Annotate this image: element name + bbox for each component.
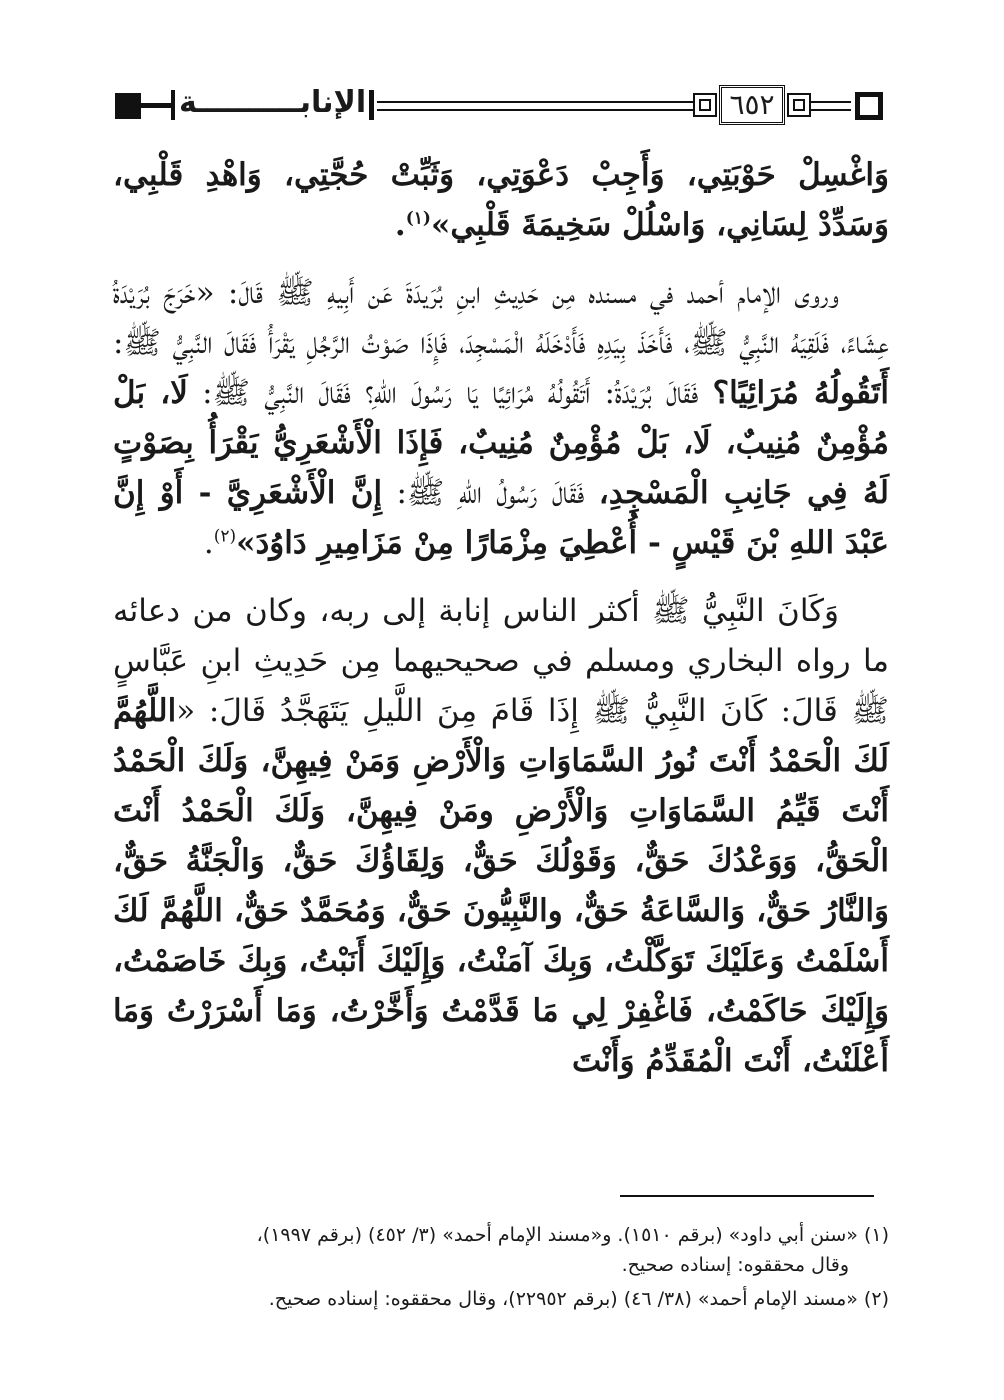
footnote-text: (١) «سنن أبي داود» (برقم ١٥١٠). و«مسند الإمام أحمد» (٣/ ٤٥٢) (برقم ١٩٩٧)،	[256, 1224, 889, 1246]
ornament-line	[141, 103, 171, 108]
ornament-end-left	[115, 93, 141, 119]
page-number: ٦٥٢	[719, 85, 785, 125]
ornament-knot	[787, 93, 811, 117]
ornament-line	[811, 101, 851, 103]
footnote-text: (٢) «مسند الإمام أحمد» (٣٨/ ٤٦) (برقم ٢٢٩٥٢)، وقال محققوه: إسناده صحيح.	[268, 1288, 889, 1310]
footnote-2	[113, 1284, 889, 1314]
narration-text: فَقَالَ بُرَيْدَةُ: أَتَقُولُهُ مُرَائِيًا يَا رَسُولَ اللهِ؟ فَقَالَ النَّبِيُّ ﷺ:	[202, 375, 699, 411]
paragraph-1	[113, 150, 889, 250]
hadith-text: أَتَقُولُهُ مُرَائِيًا؟	[712, 375, 889, 411]
footnotes	[113, 1220, 889, 1318]
ornament-line	[811, 109, 851, 111]
ornament-bar	[369, 90, 374, 120]
footnote-1	[113, 1220, 889, 1280]
main-text	[113, 150, 889, 1104]
footnote-separator	[620, 1195, 874, 1197]
narration-text: فَقَالَ رَسُولُ اللهِ ﷺ:	[396, 475, 585, 511]
running-title: الإنابــــــــــة	[175, 83, 370, 123]
footnote-text: وقال محققوه: إسناده صحيح.	[621, 1254, 849, 1276]
hadith-text: لَا، بَلْ مُؤْمِنٌ مُنِيبٌ، لَا، بَلْ مُؤْمِنٌ مُنِيبٌ، فَإِذَا الْأَشْعَرِيُّ يَقْرَأُ بِصَوْتٍ لَهُ فِي جَانِبِ الْمَسْجِدِ،	[113, 375, 890, 511]
ornament-end-right	[855, 92, 883, 120]
hadith-text: إِنَّ الْأَشْعَرِيَّ - أَوْ إِنَّ عَبْدَ اللهِ بْنَ قَيْسٍ - أُعْطِيَ مِزْمَارًا مِنْ مَزَامِيرِ دَاوُدَ»	[113, 475, 889, 561]
footnote-ref-2[interactable]: (٢)	[213, 526, 237, 547]
ornament-line	[377, 101, 693, 103]
paragraph-2	[113, 268, 889, 568]
paragraph-3	[113, 586, 889, 1086]
narration-text: وَكَانَ النَّبِيُّ ﷺ أكثر الناس إنابة إلى ربه، وكان من دعائه ما رواه البخاري ومسلم في صحيحيهما مِن حَدِيثِ ابنِ عَبَّاسٍ ﷺ قَالَ: كَانَ النَّبِيُّ ﷺ إِذَا قَامَ مِنَ اللَّيلِ يَتَهَجَّدُ قَالَ: «	[113, 593, 889, 729]
hadith-text: اللَّهُمَّ لَكَ الْحَمْدُ أَنْتَ نُورُ السَّمَاوَاتِ وَالْأَرْضِ وَمَنْ فِيهِنَّ، وَلَكَ الْحَمْدُ أَنْتَ قَيِّمُ السَّمَاوَاتِ وَالْأَرْضِ ومَنْ فِيهِنَّ، وَلَكَ الْحَمْدُ أَنْتَ الْحَقُّ، وَوَعْدُكَ حَقٌّ، وَقَوْلُكَ حَقٌّ، وَلِقَاؤُكَ حَقٌّ، وَالْجَنَّةُ حَقٌّ، وَالنَّارُ حَقٌّ، وَالسَّاعَةُ حَقٌّ، والنَّبِيُّونَ حَقٌّ، وَمُحَمَّدٌ حَقٌّ، اللَّهُمَّ لَكَ أَسْلَمْتُ وَعَلَيْكَ تَوَكَّلْتُ، وَبِكَ آمَنْتُ، وَإِلَيْكَ أَنَبْتُ، وَبِكَ خَاصَمْتُ، وَإِلَيْكَ حَاكَمْتُ، فَاغْفِرْ لِي مَا قَدَّمْتُ وَأَخَّرْتُ، وَمَا أَسْرَرْتُ وَمَا أَعْلَنْتُ، أَنْتَ الْمُقَدِّمُ وَأَنْتَ	[113, 693, 889, 1079]
hadith-text: وَاغْسِلْ حَوْبَتِي، وَأَجِبْ دَعْوَتِي، وَثَبِّتْ حُجَّتِي، وَاهْدِ قَلْبِي، وَسَدِّدْ لِسَانِي، وَاسْلُلْ سَخِيمَةَ قَلْبِي»	[113, 157, 889, 243]
page-header	[115, 85, 891, 125]
ornament-line	[377, 109, 693, 111]
ornament-knot	[693, 93, 717, 117]
narration-text: وروى الإمام أحمد في مسنده مِن حَدِيثِ ابنِ بُرَيدَةَ عَن أَبِيهِ ﷺ قَالَ: «خَرَجَ بُرَيْدَةُ عِشَاءً، فَلَقِيَهُ النَّبِيُّ ﷺ، فَأَخَذَ بِيَدِهِ فَأَدْخَلَهُ الْمَسْجِدَ، فَإِذَا صَوْتُ الرَّجُلِ يَقْرَأُ فَقَالَ النَّبِيُّ ﷺ:	[113, 275, 889, 361]
period: .	[394, 207, 406, 243]
footnote-ref-1[interactable]: (١)	[405, 208, 431, 229]
period: .	[203, 525, 214, 561]
